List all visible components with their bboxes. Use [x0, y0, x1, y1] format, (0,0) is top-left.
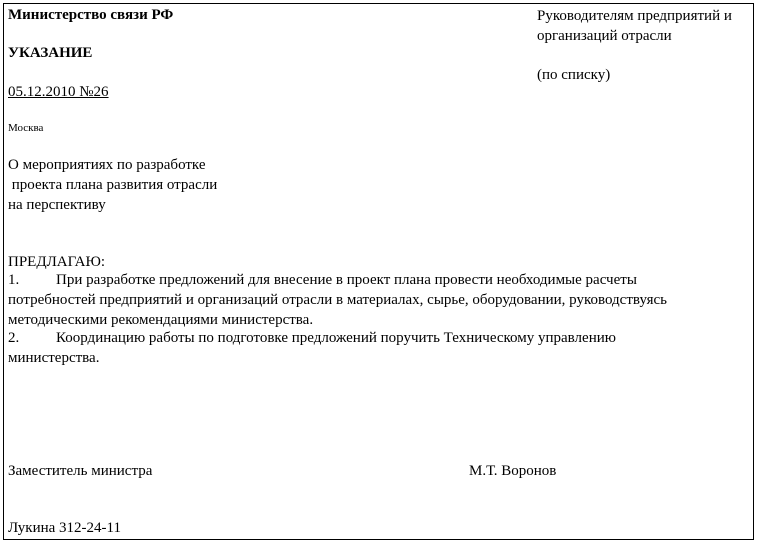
document-city: Москва	[8, 122, 44, 134]
addressee-line-1: Руководителям предприятий и	[537, 8, 732, 24]
subject-line-2: проекта плана развития отрасли	[8, 177, 218, 193]
body-item-1-number: 1.	[8, 272, 20, 288]
addressee-line-2: организаций отрасли	[537, 28, 672, 44]
document-date-number: 05.12.2010 №26	[8, 84, 109, 100]
executor-contact: Лукина 312-24-11	[8, 520, 121, 536]
body-item-1-text: При разработке предложений для внесение в проект плана провести необходимые расчеты	[56, 272, 637, 288]
body-intro: ПРЕДЛАГАЮ:	[8, 254, 106, 270]
signature-position: Заместитель министра	[8, 463, 153, 479]
subject-line-3: на перспективу	[8, 197, 106, 213]
document-type: УКАЗАНИЕ	[8, 45, 93, 61]
body-item-1	[8, 270, 748, 330]
body-item-1-line-1	[8, 270, 748, 290]
subject-line-1: О мероприятиях по разработке	[8, 157, 206, 173]
body-item-1-line-3: методическими рекомендациями министерства.	[8, 312, 314, 328]
body-item-2-text: Координацию работы по подготовке предложений поручить Техническому управлению	[56, 330, 616, 346]
addressee-note: (по списку)	[537, 67, 611, 83]
body-item-2-line-1	[8, 328, 748, 348]
body-item-2-line-2: министерства.	[8, 350, 100, 366]
body-item-2-number: 2.	[8, 330, 20, 346]
body-item-2	[8, 328, 748, 368]
organization-name: Министерство связи РФ	[8, 7, 174, 23]
signature-name: М.Т. Воронов	[469, 463, 557, 479]
body-item-1-line-2: потребностей предприятий и организаций отрасли в материалах, сырье, оборудовании, руководствуясь	[8, 292, 667, 308]
